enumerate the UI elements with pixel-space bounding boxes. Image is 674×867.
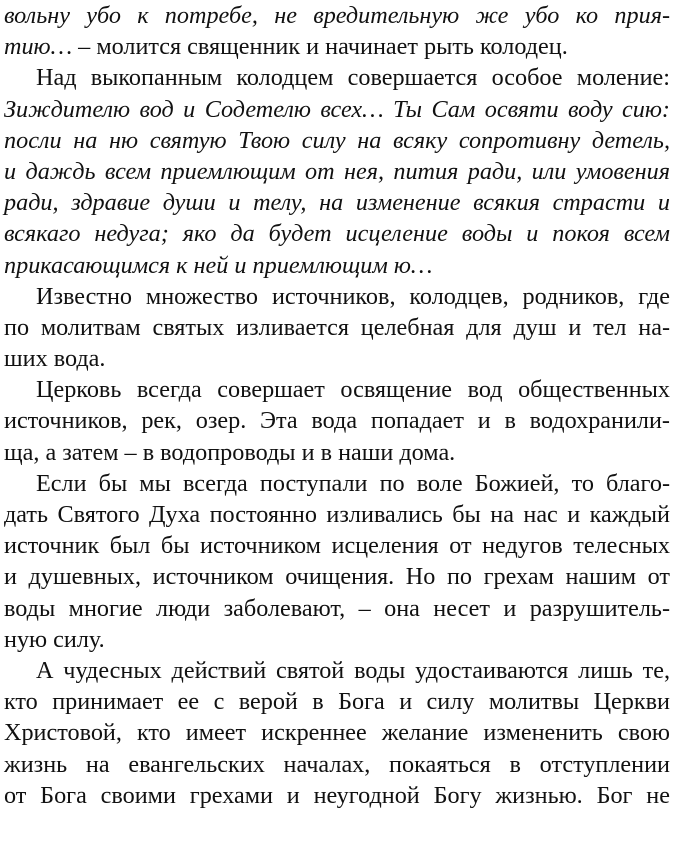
text-line: вольну убо к потребе, не вредительную же убо ко прия- [4,2,670,29]
paragraph [4,655,670,811]
text-segment: тию… [4,33,73,61]
text-segment: – молится священник и начинает рыть колодец. [72,33,568,61]
text-line: и душевных, источником очищения. Но по грехам нашим от [4,563,670,591]
text-line: всякаго недуга; яко да будет исцеление воды и покоя всем [4,220,670,248]
text-line: от Бога своими грехами и неугодной Богу жизнью. Бог не [4,781,670,809]
text-line: источник был бы источником исцеления от недугов телесных [4,532,670,560]
text-line: Известно множество источников, колодцев, родников, где [36,282,670,310]
text-line: посли на ню святую Твою силу на всяку сопротивну детель, [4,126,670,154]
text-line: Христовой, кто имеет искреннее желание измененить свою [4,719,670,747]
text-line: прикасающимся к ней и приемлющим ю… [4,251,433,279]
text-line: ради, здравие души и телу, на изменение всякия страсти и [4,189,670,217]
document-page [4,0,670,811]
text-line: жизнь на евангельских началах, покаяться в отступлении [4,750,670,778]
text-line: и даждь всем приемлющим от нея, пития ради, или умовения [4,157,670,185]
text-line: по молитвам святых изливается целебная для душ и тел на- [4,313,670,341]
text-line: ща, а затем – в водопроводы и в наши дома. [4,438,456,466]
text-line: кто принимает ее с верой в Бога и силу молитвы Церкви [4,688,670,716]
paragraph [4,468,670,655]
text-line: Если бы мы всегда поступали по воле Божией, то благо- [36,469,670,497]
paragraph [4,0,670,62]
text-line: дать Святого Духа постоянно изливались бы на нас и каждый [4,501,670,528]
text-line: Церковь всегда совершает освящение вод общественных [36,376,670,404]
text-line: ших вода. [4,345,106,373]
text-line: Над выкопанным колодцем совершается особое моление: [36,64,670,92]
text-line [4,31,670,62]
paragraph [4,281,670,375]
paragraph [4,62,670,280]
text-line: А чудесных действий святой воды удостаиваются лишь те, [36,656,670,684]
text-line: источников, рек, озер. Эта вода попадает и в водохранили- [4,407,670,435]
text-line: Зиждителю вод и Содетелю всех… Ты Сам освяти воду сию: [4,95,670,123]
paragraph [4,374,670,468]
text-line: воды многие люди заболевают, – она несет и разрушитель- [4,594,670,622]
text-line: ную силу. [4,625,105,653]
